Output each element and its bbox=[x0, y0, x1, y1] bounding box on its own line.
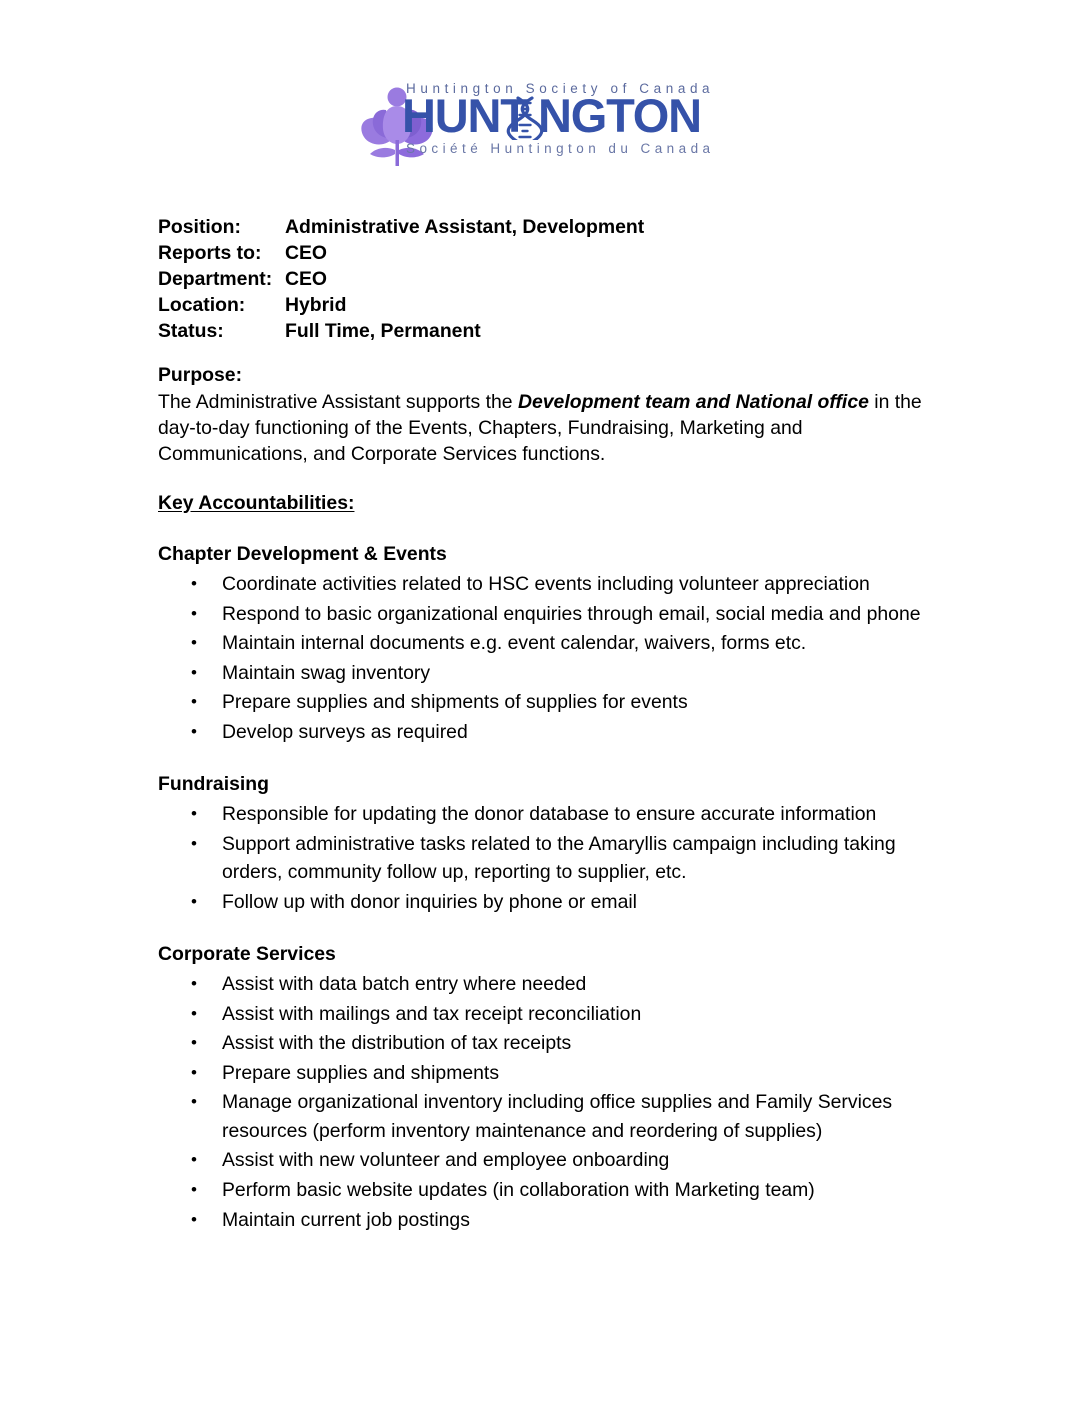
list-item: • Assist with the distribution of tax receipts bbox=[158, 1029, 948, 1058]
list-item: • Maintain swag inventory bbox=[158, 659, 948, 688]
list-item: • Respond to basic organizational enquiries through email, social media and phone bbox=[158, 600, 948, 629]
list-item: • Follow up with donor inquiries by phone or email bbox=[158, 888, 948, 917]
list-item: • Maintain current job postings bbox=[158, 1206, 948, 1235]
document-body bbox=[158, 214, 948, 1235]
meta-value: Administrative Assistant, Development bbox=[285, 216, 645, 238]
meta-label: Position: bbox=[158, 216, 241, 238]
list-item: • Responsible for updating the donor database to ensure accurate information bbox=[158, 800, 948, 829]
logo-tagline-french: Société Huntington du Canada bbox=[406, 141, 715, 156]
group-heading: Fundraising bbox=[158, 773, 269, 796]
purpose-text bbox=[158, 389, 948, 467]
list-item: • Prepare supplies and shipments bbox=[158, 1059, 948, 1088]
meta-row bbox=[158, 240, 948, 266]
group-bullet-list bbox=[158, 800, 948, 916]
meta-value: CEO bbox=[285, 242, 328, 265]
list-item: • Manage organizational inventory including office supplies and Family Services resources (perform inventory maintenance and reordering of supplies) bbox=[158, 1088, 948, 1145]
accountability-group bbox=[158, 941, 948, 1234]
svg-text:HUNT: HUNT bbox=[402, 94, 528, 140]
purpose-heading: Purpose: bbox=[158, 364, 243, 387]
purpose-text-before: The Administrative Assistant supports the bbox=[158, 390, 518, 413]
list-item: • Assist with new volunteer and employee onboarding bbox=[158, 1146, 948, 1175]
list-item: • Maintain internal documents e.g. event calendar, waivers, forms etc. bbox=[158, 629, 948, 658]
meta-row bbox=[158, 266, 948, 292]
organization-logo bbox=[358, 74, 736, 170]
meta-label: Location: bbox=[158, 294, 246, 317]
key-accountabilities-heading: Key Accountabilities: bbox=[158, 491, 355, 514]
group-bullet-list bbox=[158, 570, 948, 746]
group-heading: Corporate Services bbox=[158, 943, 336, 966]
accountability-group bbox=[158, 541, 948, 746]
accountability-group bbox=[158, 771, 948, 916]
logo-tagline-english: Huntington Society of Canada bbox=[406, 81, 715, 96]
purpose-section bbox=[158, 362, 948, 466]
meta-row bbox=[158, 318, 948, 344]
list-item: • Assist with data batch entry where needed bbox=[158, 970, 948, 999]
svg-text:NGTON: NGTON bbox=[538, 94, 701, 140]
list-item: • Develop surveys as required bbox=[158, 718, 948, 747]
group-bullet-list bbox=[158, 970, 948, 1234]
group-heading: Chapter Development & Events bbox=[158, 542, 447, 565]
meta-label: Department: bbox=[158, 268, 273, 291]
meta-value: Hybrid bbox=[285, 294, 347, 317]
meta-row bbox=[158, 292, 948, 318]
meta-value: Full Time, Permanent bbox=[285, 320, 481, 343]
meta-label: Status: bbox=[158, 320, 224, 343]
list-item: • Assist with mailings and tax receipt reconciliation bbox=[158, 1000, 948, 1029]
purpose-emphasis: Development team and National office bbox=[517, 390, 869, 413]
purpose-text-after: in the day-to-day functioning of the Events, Chapters, Fundraising, Marketing and Communications, and Corporate Services functions. bbox=[158, 390, 922, 465]
meta-label: Reports to: bbox=[158, 242, 262, 265]
logo-wordmark bbox=[402, 94, 736, 140]
position-summary-block bbox=[158, 214, 948, 344]
meta-value: CEO bbox=[285, 268, 328, 291]
meta-row bbox=[158, 214, 948, 240]
list-item: • Coordinate activities related to HSC events including volunteer appreciation bbox=[158, 570, 948, 599]
list-item: • Prepare supplies and shipments of supplies for events bbox=[158, 688, 948, 717]
list-item: • Perform basic website updates (in collaboration with Marketing team) bbox=[158, 1176, 948, 1205]
list-item: • Support administrative tasks related to the Amaryllis campaign including taking orders, community follow up, reporting to supplier, etc. bbox=[158, 830, 948, 887]
